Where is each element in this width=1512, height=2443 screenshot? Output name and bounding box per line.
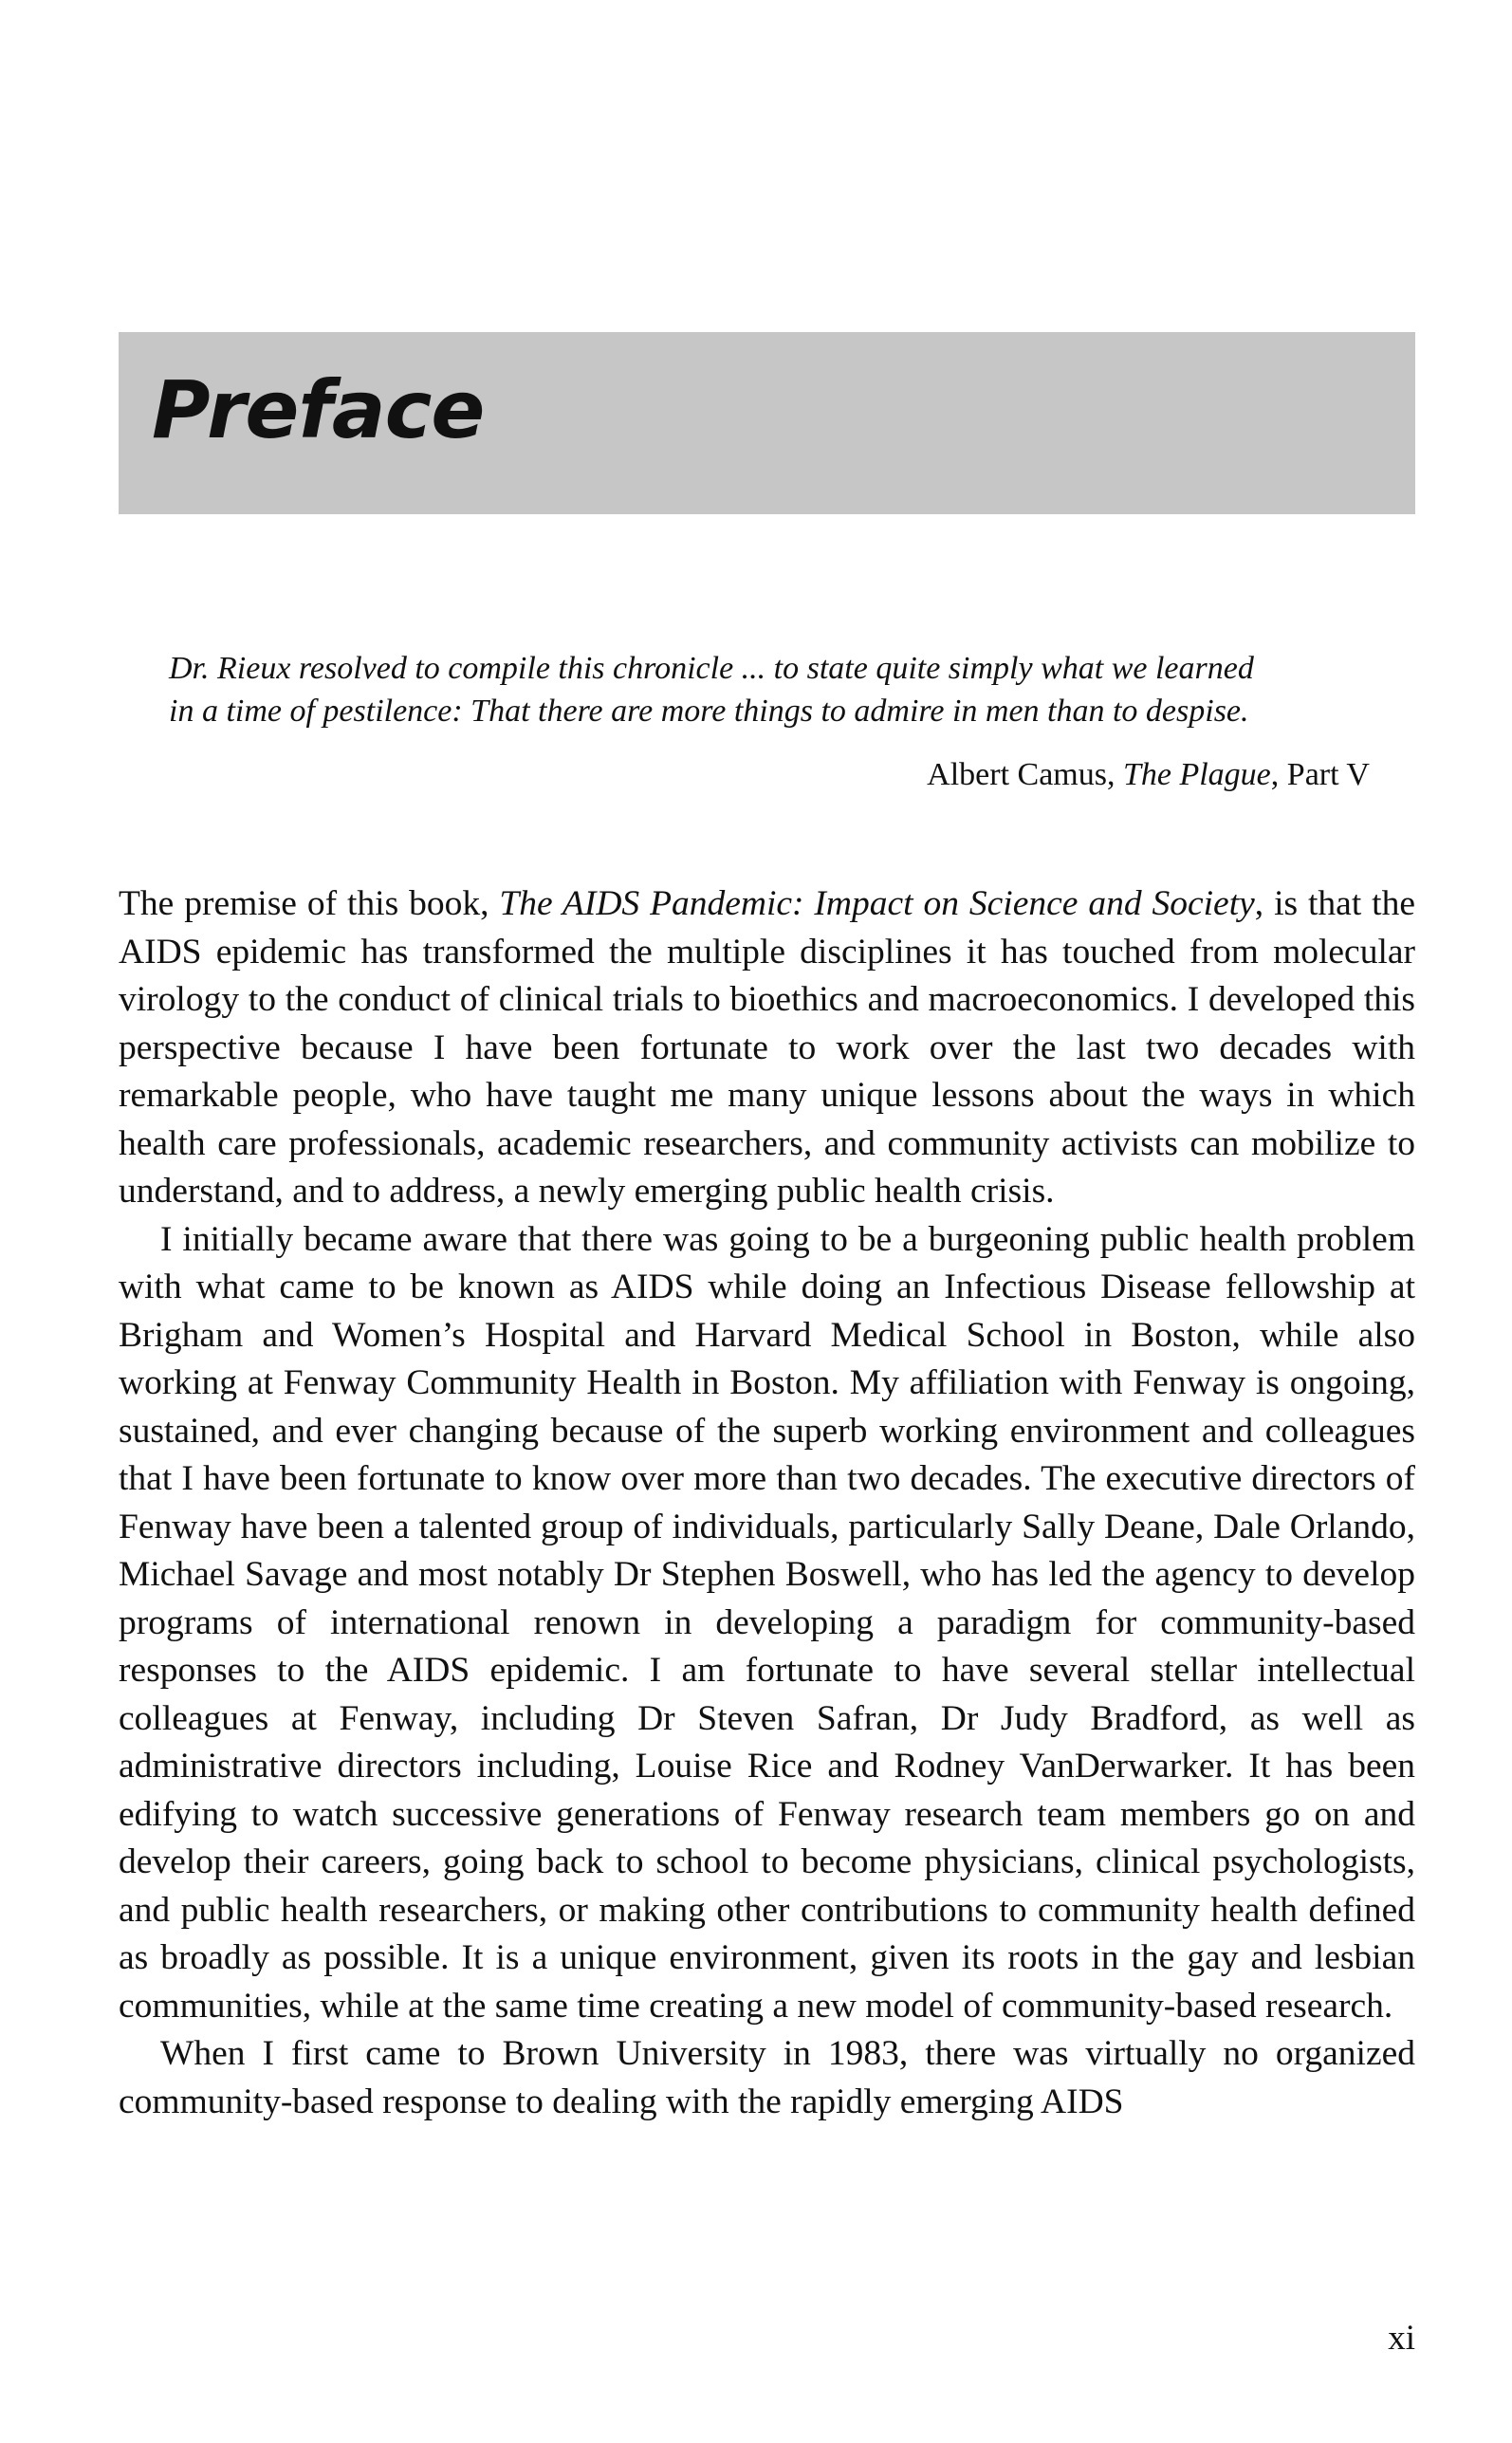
epigraph-attribution [169,753,1375,796]
epigraph-quote-line: in a time of pestilence: That there are more things to admire in men than to despise. [169,694,1249,729]
chapter-title: Preface [152,363,485,456]
body-text [119,880,1415,2126]
paragraph: I initially became aware that there was going to be a burgeoning public health problem with what came to be known as AIDS while doing an Infectious Disease fellowship at Brigham and Women’s Hospital and Harvard Medical School in Boston, while also working at Fenway Community Health in Boston. My affiliation with Fenway is ongoing, sustained, and ever changing because of the superb working environment and colleagues that I have been fortunate to know over more than two decades. The executive directors of Fenway have been a talented group of individuals, particularly Sally Deane, Dale Orlando, Michael Savage and most notably Dr Stephen Boswell, who has led the agency to develop programs of international renown in developing a paradigm for community-based responses to the AIDS epidemic. I am fortunate to have several stellar intellectual colleagues at Fenway, including Dr Steven Safran, Dr Judy Bradford, as well as administrative directors including, Louise Rice and Rodney VanDerwarker. It has been edifying to watch successive generations of Fenway research team members go on and develop their careers, going back to school to become physicians, clinical psychologists, and public health researchers, or making other contributions to community health defined as broadly as possible. It is a unique environment, given its roots in the gay and lesbian communities, while at the same time creating a new model of community-based research. [119,1219,1415,2026]
paragraph [119,880,1415,1216]
epigraph-author: Albert Camus, [927,757,1123,792]
epigraph [169,647,1375,796]
paragraph-text: The premise of this book, [119,884,500,923]
paragraph-text: , is that the AIDS epidemic has transformed the multiple disciplines it has touched from molecular virology to the conduct of clinical trials to bioethics and macroeconomics. I developed this perspective because I have been fortunate to work over the last two decades with remarkable people, who have taught me many unique lessons about the ways in which health care professionals, academic researchers, and community activists can mobilize to understand, and to address, a newly emerging public health crisis. [119,884,1415,1211]
epigraph-work-title: The Plague [1122,757,1271,792]
book-title: The AIDS Pandemic: Impact on Science and Society [499,884,1255,923]
chapter-title-band [119,332,1415,514]
epigraph-part: , Part V [1270,757,1370,792]
page-number: xi [1388,2319,1415,2358]
epigraph-quote-line: Dr. Rieux resolved to compile this chronicle ... to state quite simply what we learned [169,651,1254,686]
paragraph: When I first came to Brown University in 1983, there was virtually no organized community-based response to dealing with the rapidly emerging AIDS [119,2034,1415,2121]
epigraph-quote [169,647,1375,732]
